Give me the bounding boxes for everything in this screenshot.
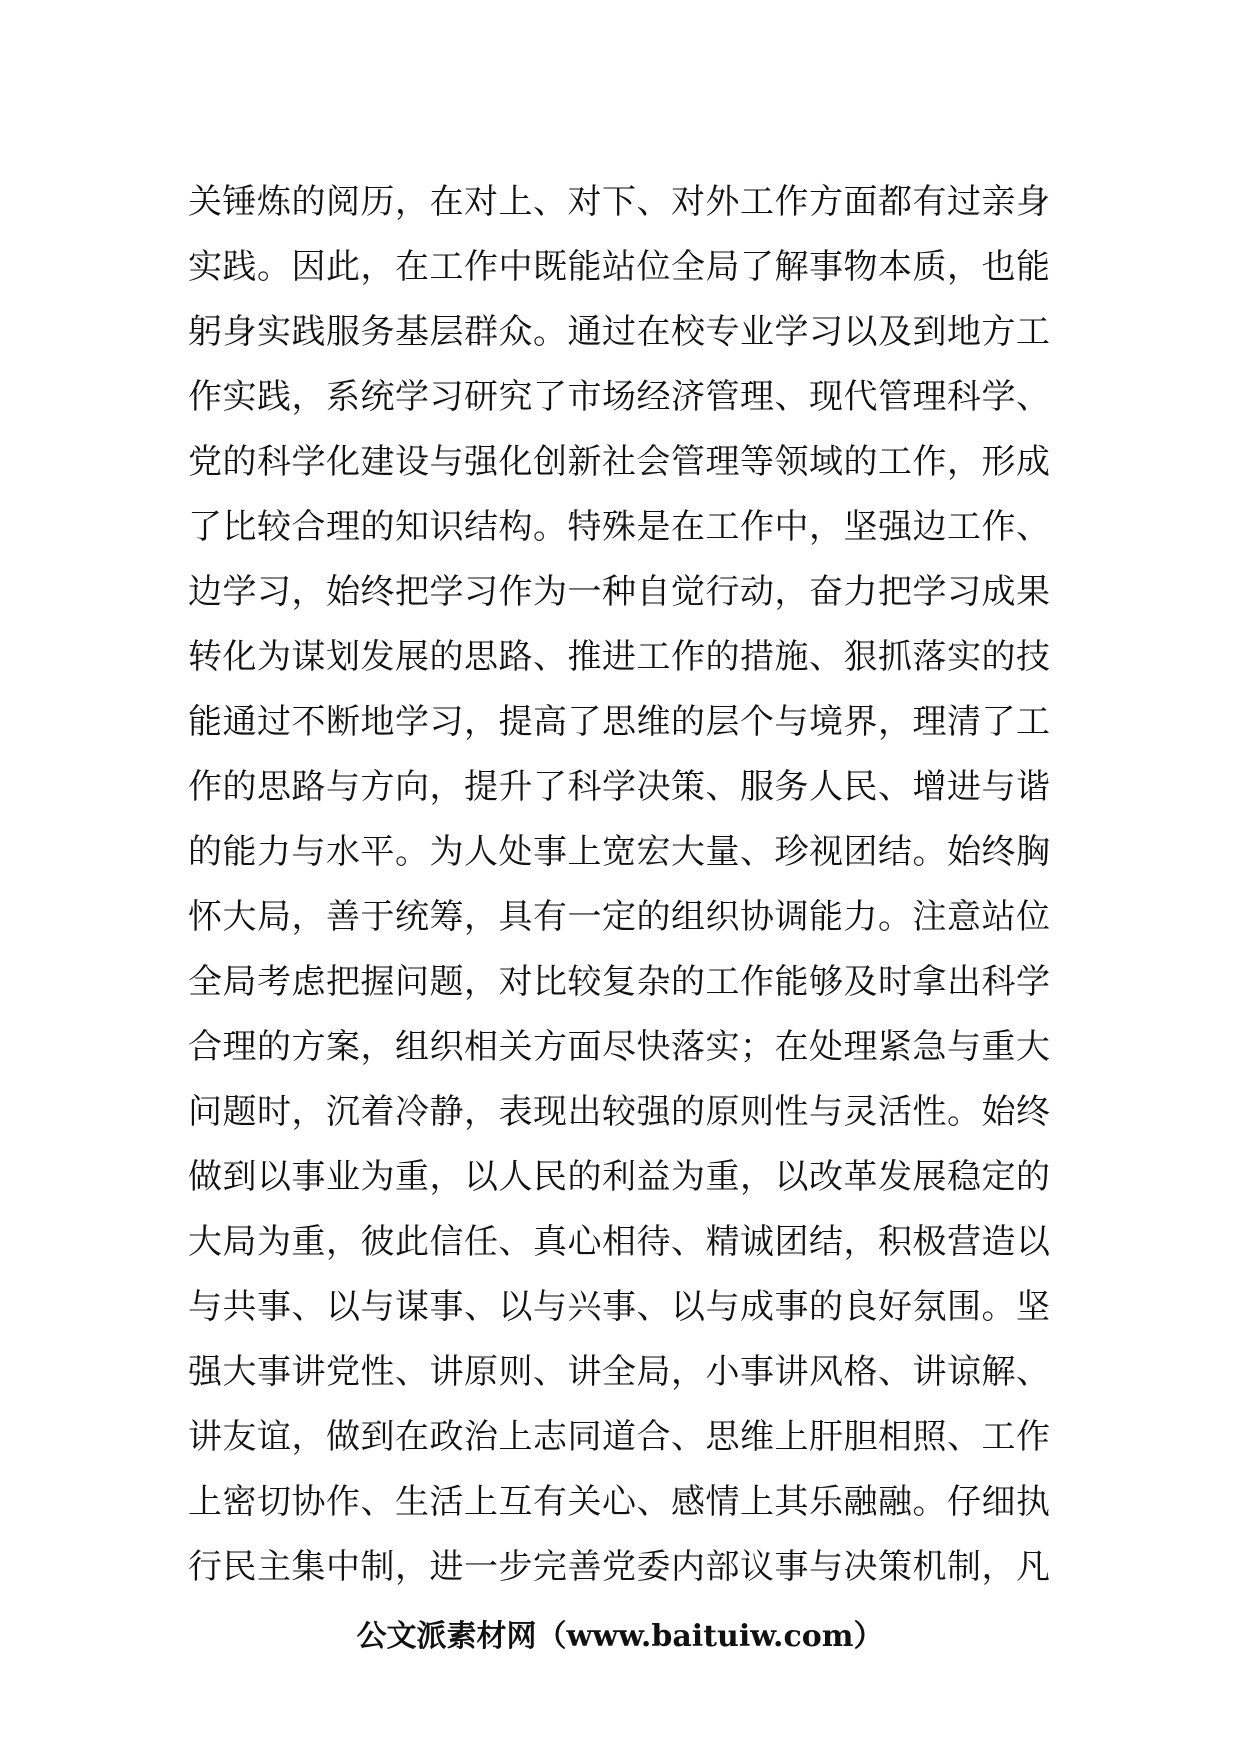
text-line: 合理的方案，组织相关方面尽快落实；在处理紧急与重大 <box>188 1027 1051 1067</box>
text-line: 大局为重，彼此信任、真心相待、精诚团结，积极营造以 <box>188 1222 1051 1262</box>
text-line: 做到以事业为重，以人民的利益为重，以改革发展稳定的 <box>188 1157 1051 1197</box>
text-line: 怀大局，善于统筹，具有一定的组织协调能力。注意站位 <box>188 897 1051 937</box>
text-line: 了比较合理的知识结构。特殊是在工作中，坚强边工作、 <box>188 507 1051 547</box>
text-line: 作实践，系统学习研究了市场经济管理、现代管理科学、 <box>188 377 1051 417</box>
text-line: 强大事讲党性、讲原则、讲全局，小事讲风格、讲谅解、 <box>188 1352 1051 1392</box>
text-line: 边学习，始终把学习作为一种自觉行动，奋力把学习成果 <box>188 572 1051 612</box>
text-line: 躬身实践服务基层群众。通过在校专业学习以及到地方工 <box>188 312 1051 352</box>
body-text <box>188 170 1068 1600</box>
text-line: 实践。因此，在工作中既能站位全局了解事物本质，也能 <box>188 247 1051 287</box>
text-line: 上密切协作、生活上互有关心、感情上其乐融融。仔细执 <box>188 1482 1051 1522</box>
footer-watermark: 公文派素材网（www.baituiw.com） <box>356 1619 884 1654</box>
text-line: 党的科学化建设与强化创新社会管理等领域的工作，形成 <box>188 442 1051 482</box>
text-line: 行民主集中制，进一步完善党委内部议事与决策机制，凡 <box>188 1547 1051 1587</box>
text-line: 关锤炼的阅历，在对上、对下、对外工作方面都有过亲身 <box>188 182 1051 222</box>
text-line: 转化为谋划发展的思路、推进工作的措施、狠抓落实的技 <box>188 637 1051 677</box>
text-line: 作的思路与方向，提升了科学决策、服务人民、增进与谐 <box>188 767 1051 807</box>
text-line: 能通过不断地学习，提高了思维的层个与境界，理清了工 <box>188 702 1051 742</box>
text-line: 讲友谊，做到在政治上志同道合、思维上肝胆相照、工作 <box>188 1417 1051 1457</box>
text-line: 的能力与水平。为人处事上宽宏大量、珍视团结。始终胸 <box>188 832 1051 872</box>
text-line: 与共事、以与谋事、以与兴事、以与成事的良好氛围。坚 <box>188 1287 1051 1327</box>
text-line: 全局考虑把握问题，对比较复杂的工作能够及时拿出科学 <box>188 962 1051 1002</box>
text-line: 问题时，沉着冷静，表现出较强的原则性与灵活性。始终 <box>188 1092 1051 1132</box>
